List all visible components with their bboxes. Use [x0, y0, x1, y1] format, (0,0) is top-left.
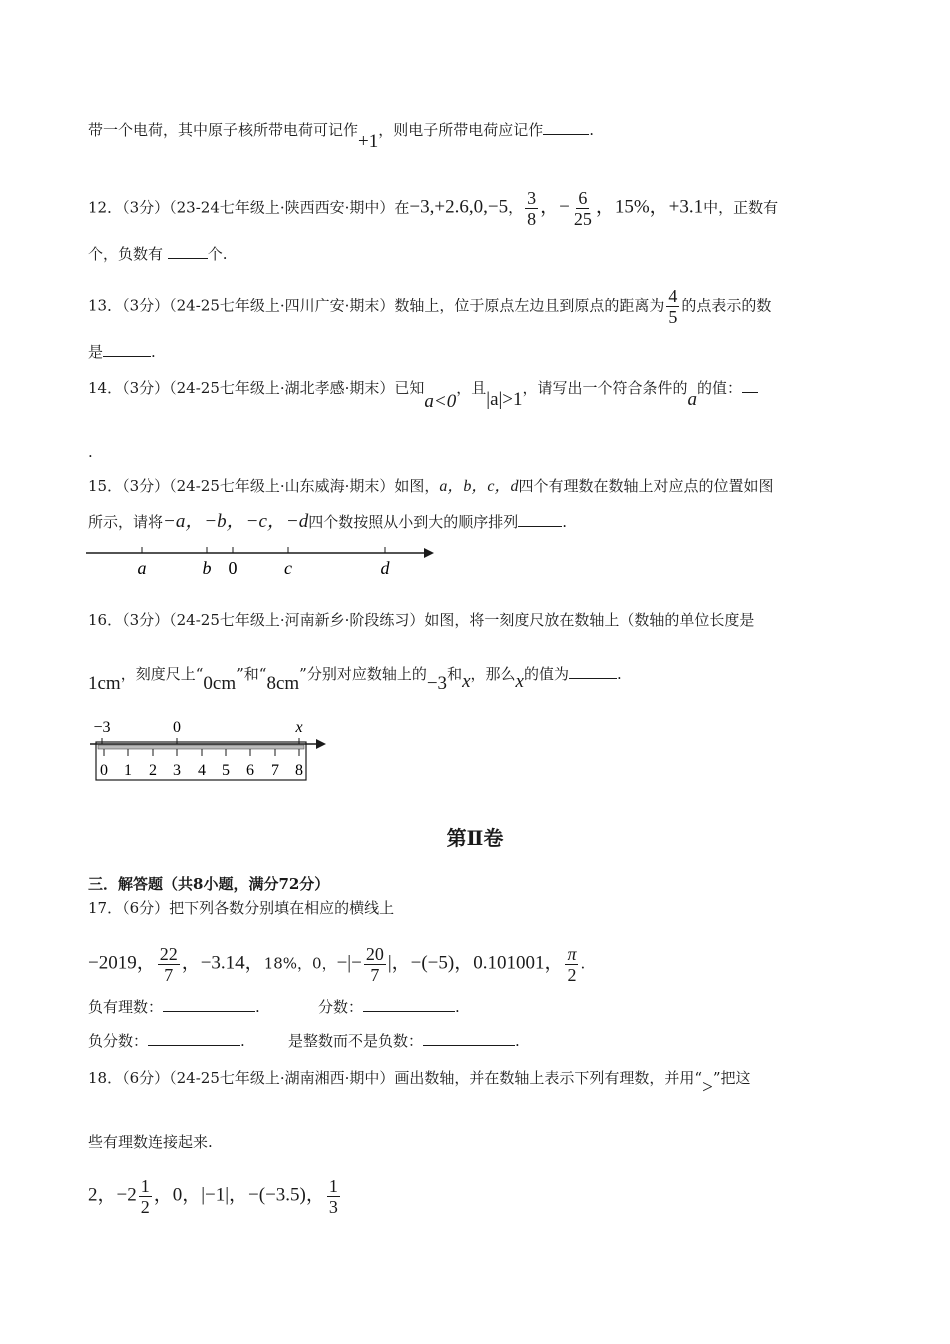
q15-label-d: d: [380, 558, 390, 578]
q14-cond2: |a|>1: [486, 389, 523, 410]
q15-label-c: c: [284, 558, 292, 578]
q16-axis-label-x: x: [295, 719, 303, 736]
q15-answer-blank[interactable]: [518, 512, 562, 527]
q18-fraction-1: [139, 1176, 152, 1217]
section-heading: 三．解答题（共8小题，满分72分）: [88, 875, 330, 893]
q11-end: .: [589, 121, 595, 139]
q12-numbers: −3,+2.6,0,−5: [409, 196, 509, 218]
q17-blank-fraction[interactable]: [363, 997, 455, 1012]
q16-ruler-3: 3: [173, 762, 181, 779]
q18-symbol: >: [702, 1077, 713, 1098]
q17-cat-fraction: 分数：: [318, 998, 364, 1016]
q17-header: 17．（6分）把下列各数分别填在相应的横线上: [88, 899, 395, 917]
q16-ruler-1: 1: [124, 762, 132, 779]
q12-header: 12．（3分）（23-24七年级上·陕西西安·期中）在: [88, 198, 410, 217]
q18-f1-den: 2: [140, 1197, 150, 1217]
q17-line1: [88, 898, 394, 918]
q15-line2: [88, 512, 567, 532]
q16-ruler-5: 5: [222, 762, 230, 779]
q16-end: .: [616, 665, 622, 683]
q16-header: 16．（3分）（24-25七年级上·河南新乡·阶段练习）如图，将一刻度尺放在数轴上（数轴的单位长度是: [88, 611, 755, 629]
q17-row-a: [88, 997, 260, 1017]
q11-value: +1: [358, 131, 379, 152]
q12-negative-blank[interactable]: [168, 244, 208, 259]
q16-x1: x: [462, 671, 471, 692]
q16-line1: [88, 610, 754, 630]
q12-sep1: ，: [508, 198, 524, 217]
q16-mark0: 0cm: [203, 673, 237, 694]
q17-cat-negative-rational: 负有理数：: [88, 998, 164, 1016]
q17-n5: |，−(−5)，0.101001，: [387, 952, 564, 974]
q16-ruler-6: 6: [246, 762, 254, 779]
q16-ruler-8: 8: [295, 762, 303, 779]
q15-label-0: 0: [228, 558, 238, 578]
q17-f1-num: 22: [159, 944, 178, 964]
q16-line2: [88, 664, 622, 694]
q15-number-line: [86, 542, 446, 582]
q16-ruler-edge: [98, 745, 304, 749]
q14-tail: 的值：: [697, 379, 743, 397]
q15-header: 15．（3分）（24-25七年级上·山东威海·期末）如图，: [88, 477, 440, 495]
q17-fraction-3: [565, 944, 578, 985]
q16-ruler-4: 4: [198, 762, 206, 779]
q12-f2-den: 25: [573, 209, 592, 229]
q17-f1-den: 7: [164, 965, 174, 985]
q14-header: 14．（3分）（24-25七年级上·湖北孝感·期末）已知: [88, 379, 425, 397]
q16-ruler-0: 0: [100, 762, 108, 779]
q18-header: 18．（6分）（24-25七年级上·湖南湘西·期中）画出数轴，并在数轴上表示下列有理数，并用“: [88, 1069, 703, 1087]
q17-numbers: [88, 944, 585, 985]
q13-fraction: [666, 286, 679, 327]
q12-sep2: ，−: [540, 196, 570, 218]
q17-fraction-2: [364, 944, 386, 985]
q12-line2-end: 个.: [207, 245, 228, 263]
q17-row-d: [288, 1031, 520, 1051]
q11-text-b: ，则电子所带电荷应记作: [378, 121, 544, 139]
q12-f2-num: 6: [578, 188, 588, 208]
q17-n2: ，−3.14，: [181, 952, 264, 974]
q13-line1: [88, 286, 771, 327]
q17-blank-negative-fraction[interactable]: [148, 1031, 240, 1046]
q13-text: 的点表示的数: [681, 296, 772, 315]
q15-label-b: b: [202, 558, 212, 578]
q18-n1: 2，−2: [88, 1184, 137, 1206]
q17-f3-num: π: [567, 944, 577, 964]
q17-blank-negative-rational[interactable]: [163, 997, 255, 1012]
q15-label-a: a: [137, 558, 147, 578]
q13-line2-text: 是: [88, 343, 104, 361]
q17-end: .: [580, 954, 586, 973]
q16-answer-blank[interactable]: [569, 664, 617, 679]
q13-f-num: 4: [668, 286, 678, 306]
q12-text: 中，正数有: [703, 198, 779, 217]
q15-line2-text: 所示，请将: [88, 513, 164, 531]
q18-line1: [88, 1068, 751, 1098]
q14-line1: [88, 378, 758, 412]
q17-f2-den: 7: [370, 965, 380, 985]
q16-neg3: −3: [426, 673, 448, 694]
q12-f1-num: 3: [527, 188, 537, 208]
q17-f2-num: 20: [365, 944, 384, 964]
q18-fraction-2: [327, 1176, 340, 1217]
q15-exprs: −a，−b，−c，−d: [163, 511, 309, 532]
q17-fraction-1: [158, 944, 180, 985]
q12-f1-den: 8: [527, 209, 537, 229]
q16-text-c: ”分别对应数轴上的: [299, 665, 427, 683]
q15-text: 四个有理数在数轴上对应点的位置如图: [518, 477, 774, 495]
q16-text-a: ，刻度尺上“: [120, 665, 204, 683]
q14-mid1: ，且: [456, 379, 487, 397]
q15-arrow: [424, 548, 434, 558]
q17-n3: 18%，0，: [263, 954, 337, 973]
q12-line1: [88, 188, 778, 229]
q17-cat-negative-fraction: 负分数：: [88, 1032, 149, 1050]
q18-text: ”把这: [712, 1069, 751, 1087]
q17-dot3: .: [240, 1032, 245, 1050]
q18-f1-num: 1: [140, 1176, 150, 1196]
q16-ruler-figure: [86, 716, 336, 784]
q14-var: a: [687, 389, 698, 410]
q16-ruler-7: 7: [271, 762, 279, 779]
q15-line2-b: 四个数按照从小到大的顺序排列: [308, 513, 519, 531]
q13-line2: [88, 342, 156, 362]
q17-cat-nonneg-integer: 是整数而不是负数：: [288, 1032, 424, 1050]
q13-f-den: 5: [668, 307, 678, 327]
q11-line: [88, 120, 595, 152]
q12-fraction-2: [572, 188, 594, 229]
q18-n2: ，0，|−1|，−(−3.5)，: [153, 1184, 325, 1206]
q15-end: .: [562, 513, 568, 531]
q13-end: .: [151, 343, 156, 361]
q15-line1: [88, 476, 774, 497]
q18-numbers: [88, 1176, 342, 1217]
q14-line2: [88, 442, 93, 462]
q18-line2: [88, 1132, 213, 1152]
q12-line2: [88, 244, 228, 264]
q16-ruler-2: 2: [149, 762, 157, 779]
q16-text-f: 的值为: [523, 665, 569, 683]
q11-answer-blank[interactable]: [543, 120, 589, 135]
q14-cond1: a<0: [424, 391, 457, 412]
q17-row-b: [318, 997, 460, 1017]
q16-x2: x: [515, 671, 524, 692]
q18-f2-num: 1: [328, 1176, 338, 1196]
q11-text: 带一个电荷，其中原子核所带电荷可记作: [88, 121, 359, 139]
q17-dot1: .: [255, 998, 260, 1016]
q16-text-b: ”和“: [236, 665, 267, 683]
q17-f3-den: 2: [567, 965, 577, 985]
q12-tail-numbers: ，15%，+3.1: [595, 196, 704, 218]
q17-n4: −|−: [336, 952, 362, 974]
q16-axis-label-neg3: −3: [93, 719, 111, 736]
q16-mark8: 8cm: [266, 673, 300, 694]
q14-end: .: [88, 443, 93, 461]
q13-header: 13．（3分）（24-25七年级上·四川广安·期末）数轴上，位于原点左边且到原点的距离为: [88, 296, 665, 315]
q18-f2-den: 3: [328, 1197, 338, 1217]
q17-dot4: .: [515, 1032, 520, 1050]
q17-blank-nonneg-integer[interactable]: [423, 1031, 515, 1046]
q17-row-c: [88, 1031, 245, 1051]
q17-dot2: .: [455, 998, 460, 1016]
q16-axis-label-0: 0: [173, 719, 181, 736]
q14-answer-blank[interactable]: [742, 378, 758, 393]
q13-answer-blank[interactable]: [103, 342, 151, 357]
part-title: 第Ⅱ卷: [446, 826, 504, 850]
q17-n1: −2019，: [88, 952, 156, 974]
q15-vars: a，b，c，d: [439, 478, 519, 495]
q16-arrow: [316, 739, 326, 749]
q12-fraction-1: [525, 188, 538, 229]
q16-text-d: 和: [447, 665, 463, 683]
q16-text-e: ，那么: [470, 665, 516, 683]
q12-line2-text: 个，负数有: [88, 245, 164, 263]
q14-mid2: ，请写出一个符合条件的: [522, 379, 688, 397]
q16-unit: 1cm: [88, 673, 121, 694]
q18-line2-text: 些有理数连接起来.: [88, 1133, 213, 1151]
q16-ruler-ticks: [104, 749, 299, 756]
